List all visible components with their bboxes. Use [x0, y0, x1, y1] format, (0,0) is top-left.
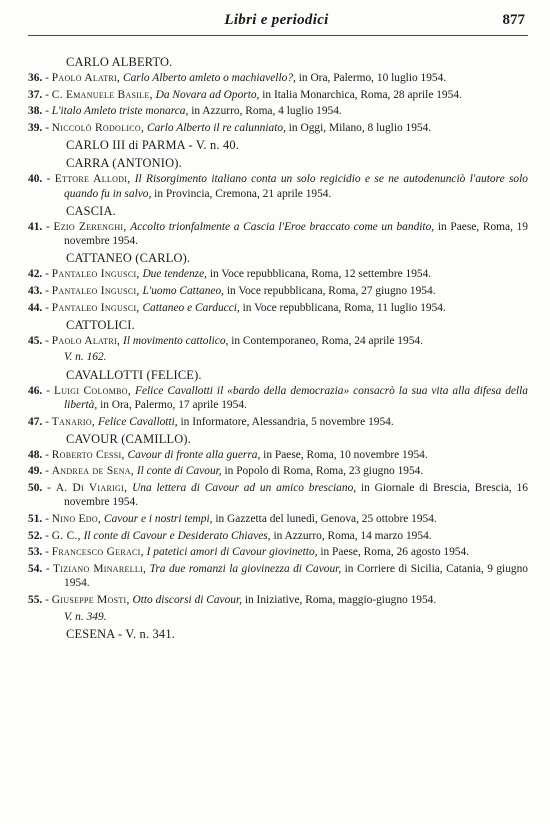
entry-title: Da Novara ad Oporto, — [155, 88, 260, 101]
entry-title: Cattaneo e Carducci, — [142, 301, 240, 314]
entry-number: 45. — [28, 334, 43, 347]
entry-title: Felice Cavallotti, — [97, 415, 178, 428]
bibliography-entry: 38. - L'italo Amleto triste monarca, in Azzurro, Roma, 4 luglio 1954. — [28, 105, 342, 118]
cross-reference: V. n. 162. — [64, 351, 107, 364]
entry-source: in Iniziative, Roma, maggio-giugno 1954. — [241, 594, 437, 607]
bibliography-entry: 49. - Andrea de Sena, Il conte di Cavour, in Popolo di Roma, Roma, 23 giugno 1954. — [28, 465, 424, 478]
bibliography-entry: 43. - Pantaleo Ingusci, L'uomo Cattaneo, in Voce repubblicana, Roma, 27 giugno 1954. — [28, 284, 436, 297]
entry-title: Accolto trionfalmente a Cascia l'Eroe braccato come un bandito, — [130, 220, 435, 233]
cross-reference: V. n. 349. — [64, 610, 107, 623]
bibliography-entry: 37. - C. Emanuele Basile, Da Novara ad Oporto, in Italia Monarchica, Roma, 28 aprile 1954. — [28, 88, 462, 101]
section-heading: CESENA - V. n. 341. — [66, 626, 176, 641]
bibliography-entry: 44. - Pantaleo Ingusci, Cattaneo e Carducci, in Voce repubblicana, Roma, 11 luglio 1954. — [28, 301, 446, 314]
bibliography-entry: 55. - Giuseppe Mosti, Otto discorsi di Cavour, in Iniziative, Roma, maggio-giugno 1954. — [28, 594, 437, 607]
entry-number: 47. — [28, 415, 43, 428]
entry-title: Cavour di fronte alla guerra, — [127, 448, 261, 461]
entry-title: Felice Cavallotti il «bardo della democrazia» consacrò la sua vita alla difesa della libertà, — [64, 384, 528, 411]
entry-title: L'uomo Cattaneo, — [142, 284, 224, 297]
bibliography-entry: 40. - Ettore Allodi, Il Risorgimento italiano conta un solo regicidio e se ne autodenunciò l'autore solo quando fu in salvo, in Provincia, Cremona, 21 aprile 1954. — [28, 173, 528, 200]
entry-title: Il Risorgimento italiano conta un solo regicidio e se ne autodenunciò l'autore solo quando fu in salvo, — [64, 173, 528, 200]
bibliography-entry: 48. - Roberto Cessi, Cavour di fronte alla guerra, in Paese, Roma, 10 novembre 1954. — [28, 448, 428, 461]
bibliography-entry: 41. - Ezio Zerenghi, Accolto trionfalmente a Cascia l'Eroe braccato come un bandito, in Paese, Roma, 19 novembre 1954. — [28, 220, 529, 247]
entry-number: 38. — [28, 105, 43, 118]
bibliography-entry: 46. - Luigi Colombo, Felice Cavallotti il «bardo della democrazia» consacrò la sua vita alla difesa della libertà, in Ora, Palermo, 17 aprile 1954. — [28, 384, 528, 411]
entry-author: C. Emanuele Basile, — [51, 88, 153, 101]
entry-title: L'italo Amleto triste monarca, — [51, 105, 189, 118]
entry-title: Carlo Alberto amleto o machiavello?, — [123, 72, 296, 84]
entry-source: in Ora, Palermo, 10 luglio 1954. — [295, 72, 447, 84]
running-title: Libri e periodici — [224, 12, 329, 28]
entry-source: in Voce repubblicana, Roma, 12 settembre 1954. — [206, 268, 432, 281]
entry-title: Cavour e i nostri tempi, — [103, 513, 213, 526]
entry-title: Due tendenze, — [142, 268, 207, 281]
page-number: 877 — [502, 12, 525, 28]
entry-source: in Provincia, Cremona, 21 aprile 1954. — [151, 187, 332, 200]
bibliography-entry: 53. - Francesco Geraci, I patetici amori di Cavour giovinetto, in Paese, Roma, 26 agosto 1954. — [28, 546, 470, 559]
entry-number: 41. — [28, 220, 43, 233]
entry-source: in Contemporaneo, Roma, 24 aprile 1954. — [228, 334, 423, 347]
entry-title: Il movimento cattolico, — [123, 334, 229, 347]
entry-source: in Voce repubblicana, Roma, 27 giugno 1954. — [224, 284, 436, 297]
entry-source: in Paese, Roma, 26 agosto 1954. — [317, 546, 470, 559]
section-heading: CAVALLOTTI (FELICE). — [66, 367, 202, 382]
entry-author: Niccolò Rodolico, — [51, 122, 145, 135]
entry-source: in Paese, Roma, 10 novembre 1954. — [260, 448, 428, 461]
entry-number: 49. — [28, 465, 43, 478]
section-heading: CARRA (ANTONIO). — [66, 156, 182, 171]
bibliography-entry: 47. - Tanario, Felice Cavallotti, in Informatore, Alessandria, 5 novembre 1954. — [28, 415, 394, 428]
entry-number: 40. — [28, 173, 43, 186]
entry-source: in Popolo di Roma, Roma, 23 giugno 1954. — [221, 465, 424, 478]
entry-source: in Giornale di Brescia, Brescia, 16 novembre 1954. — [64, 482, 528, 509]
entry-number: 51. — [28, 513, 43, 526]
entry-number: 43. — [28, 284, 43, 297]
entry-number: 50. — [28, 482, 43, 495]
header-rule — [28, 35, 528, 36]
entry-source: in Paese, Roma, 19 novembre 1954. — [64, 220, 529, 247]
entry-author: Giuseppe Mosti, — [51, 594, 130, 607]
entry-number: 52. — [28, 529, 43, 542]
section-heading: CARLO III di PARMA - V. n. 40. — [66, 138, 240, 153]
entry-title: Carlo Alberto il re calunniato, — [147, 122, 286, 135]
section-heading: CARLO ALBERTO. — [66, 55, 173, 69]
bibliography-entry: 54. - Tiziano Minarelli, Tra due romanzi la giovinezza di Cavour, in Corriere di Sicilia, Catania, 9 giugno 1954. — [28, 563, 528, 590]
entry-author: Roberto Cessi, — [51, 448, 125, 461]
entry-author: Ettore Allodi, — [54, 173, 131, 186]
entry-author: Pantaleo Ingusci, — [51, 284, 140, 297]
entry-number: 44. — [28, 301, 43, 314]
running-header — [28, 12, 525, 34]
entry-author: Paolo Alatri, — [51, 72, 121, 84]
section-heading: CATTANEO (CARLO). — [66, 251, 191, 266]
entry-number: 37. — [28, 88, 43, 101]
entry-author: Ezio Zerenghi, — [53, 220, 127, 233]
entry-number: 39. — [28, 122, 43, 135]
entry-author: Tiziano Minarelli, — [52, 563, 147, 576]
entry-number: 54. — [28, 563, 43, 576]
entry-source: in Voce repubblicana, Roma, 11 luglio 1954. — [239, 301, 446, 314]
bibliography-entry: 42. - Pantaleo Ingusci, Due tendenze, in Voce repubblicana, Roma, 12 settembre 1954. — [28, 268, 432, 281]
entry-title: Il conte di Cavour, — [136, 465, 222, 478]
entry-title: Il conte di Cavour e Desiderato Chiaves, — [83, 529, 271, 542]
entry-author: Pantaleo Ingusci, — [51, 301, 140, 314]
entry-number: 42. — [28, 268, 43, 281]
bibliography-entry: 36. - Paolo Alatri, Carlo Alberto amleto o machiavello?, in Ora, Palermo, 10 luglio 1954. — [28, 72, 447, 84]
section-heading: CATTOLICI. — [66, 317, 135, 332]
entry-author: Pantaleo Ingusci, — [51, 268, 140, 281]
bibliography-entry: 45. - Paolo Alatri, Il movimento cattolico, in Contemporaneo, Roma, 24 aprile 1954. — [28, 334, 423, 347]
entry-author: Francesco Geraci, — [51, 546, 144, 559]
entry-title: Otto discorsi di Cavour, — [132, 594, 242, 607]
entry-author: Tanario, — [51, 415, 96, 428]
bibliography-list — [28, 52, 528, 643]
entry-number: 53. — [28, 546, 43, 559]
entry-source: in Informatore, Alessandria, 5 novembre 1954. — [177, 415, 394, 428]
entry-number: 46. — [28, 384, 43, 397]
entry-number: 36. — [28, 72, 43, 84]
entry-number: 48. — [28, 448, 43, 461]
entry-author: Nino Edo, — [51, 513, 102, 526]
entry-author: Andrea de Sena, — [51, 465, 135, 478]
bibliography-entry: 51. - Nino Edo, Cavour e i nostri tempi, in Gazzetta del lunedì, Genova, 25 ottobre 1954. — [28, 513, 437, 526]
section-heading: CASCIA. — [66, 203, 116, 218]
bibliography-entry: 50. - A. Di Viarigi, Una lettera di Cavour ad un amico bresciano, in Giornale di Brescia, Brescia, 16 novembre 1954. — [28, 482, 528, 509]
entry-source: in Azzurro, Roma, 14 marzo 1954. — [270, 529, 432, 542]
section-heading: CAVOUR (CAMILLO). — [66, 431, 192, 446]
entry-source: in Italia Monarchica, Roma, 28 aprile 1954. — [259, 88, 462, 101]
entry-source: in Gazzetta del lunedì, Genova, 25 ottobre 1954. — [212, 513, 437, 526]
entry-source: in Oggi, Milano, 8 luglio 1954. — [285, 122, 432, 135]
entry-author: Paolo Alatri, — [51, 334, 121, 347]
entry-source: in Ora, Palermo, 17 aprile 1954. — [97, 398, 247, 411]
entry-source: in Azzurro, Roma, 4 luglio 1954. — [188, 105, 342, 118]
bibliography-entry: 52. - G. C., Il conte di Cavour e Desiderato Chiaves, in Azzurro, Roma, 14 marzo 1954. — [28, 529, 432, 542]
entry-title: Tra due romanzi la giovinezza di Cavour, — [149, 563, 342, 576]
entry-number: 55. — [28, 594, 43, 607]
entry-title: Una lettera di Cavour ad un amico bresciano, — [132, 482, 357, 495]
entry-author: G. C., — [51, 529, 81, 542]
entry-author: Luigi Colombo, — [53, 384, 132, 397]
entry-title: I patetici amori di Cavour giovinetto, — [146, 546, 318, 559]
entry-author: A. Di Viarigi, — [55, 482, 128, 495]
entry-source: in Corriere di Sicilia, Catania, 9 giugno 1954. — [64, 563, 528, 590]
bibliography-entry: 39. - Niccolò Rodolico, Carlo Alberto il re calunniato, in Oggi, Milano, 8 luglio 1954. — [28, 122, 432, 135]
